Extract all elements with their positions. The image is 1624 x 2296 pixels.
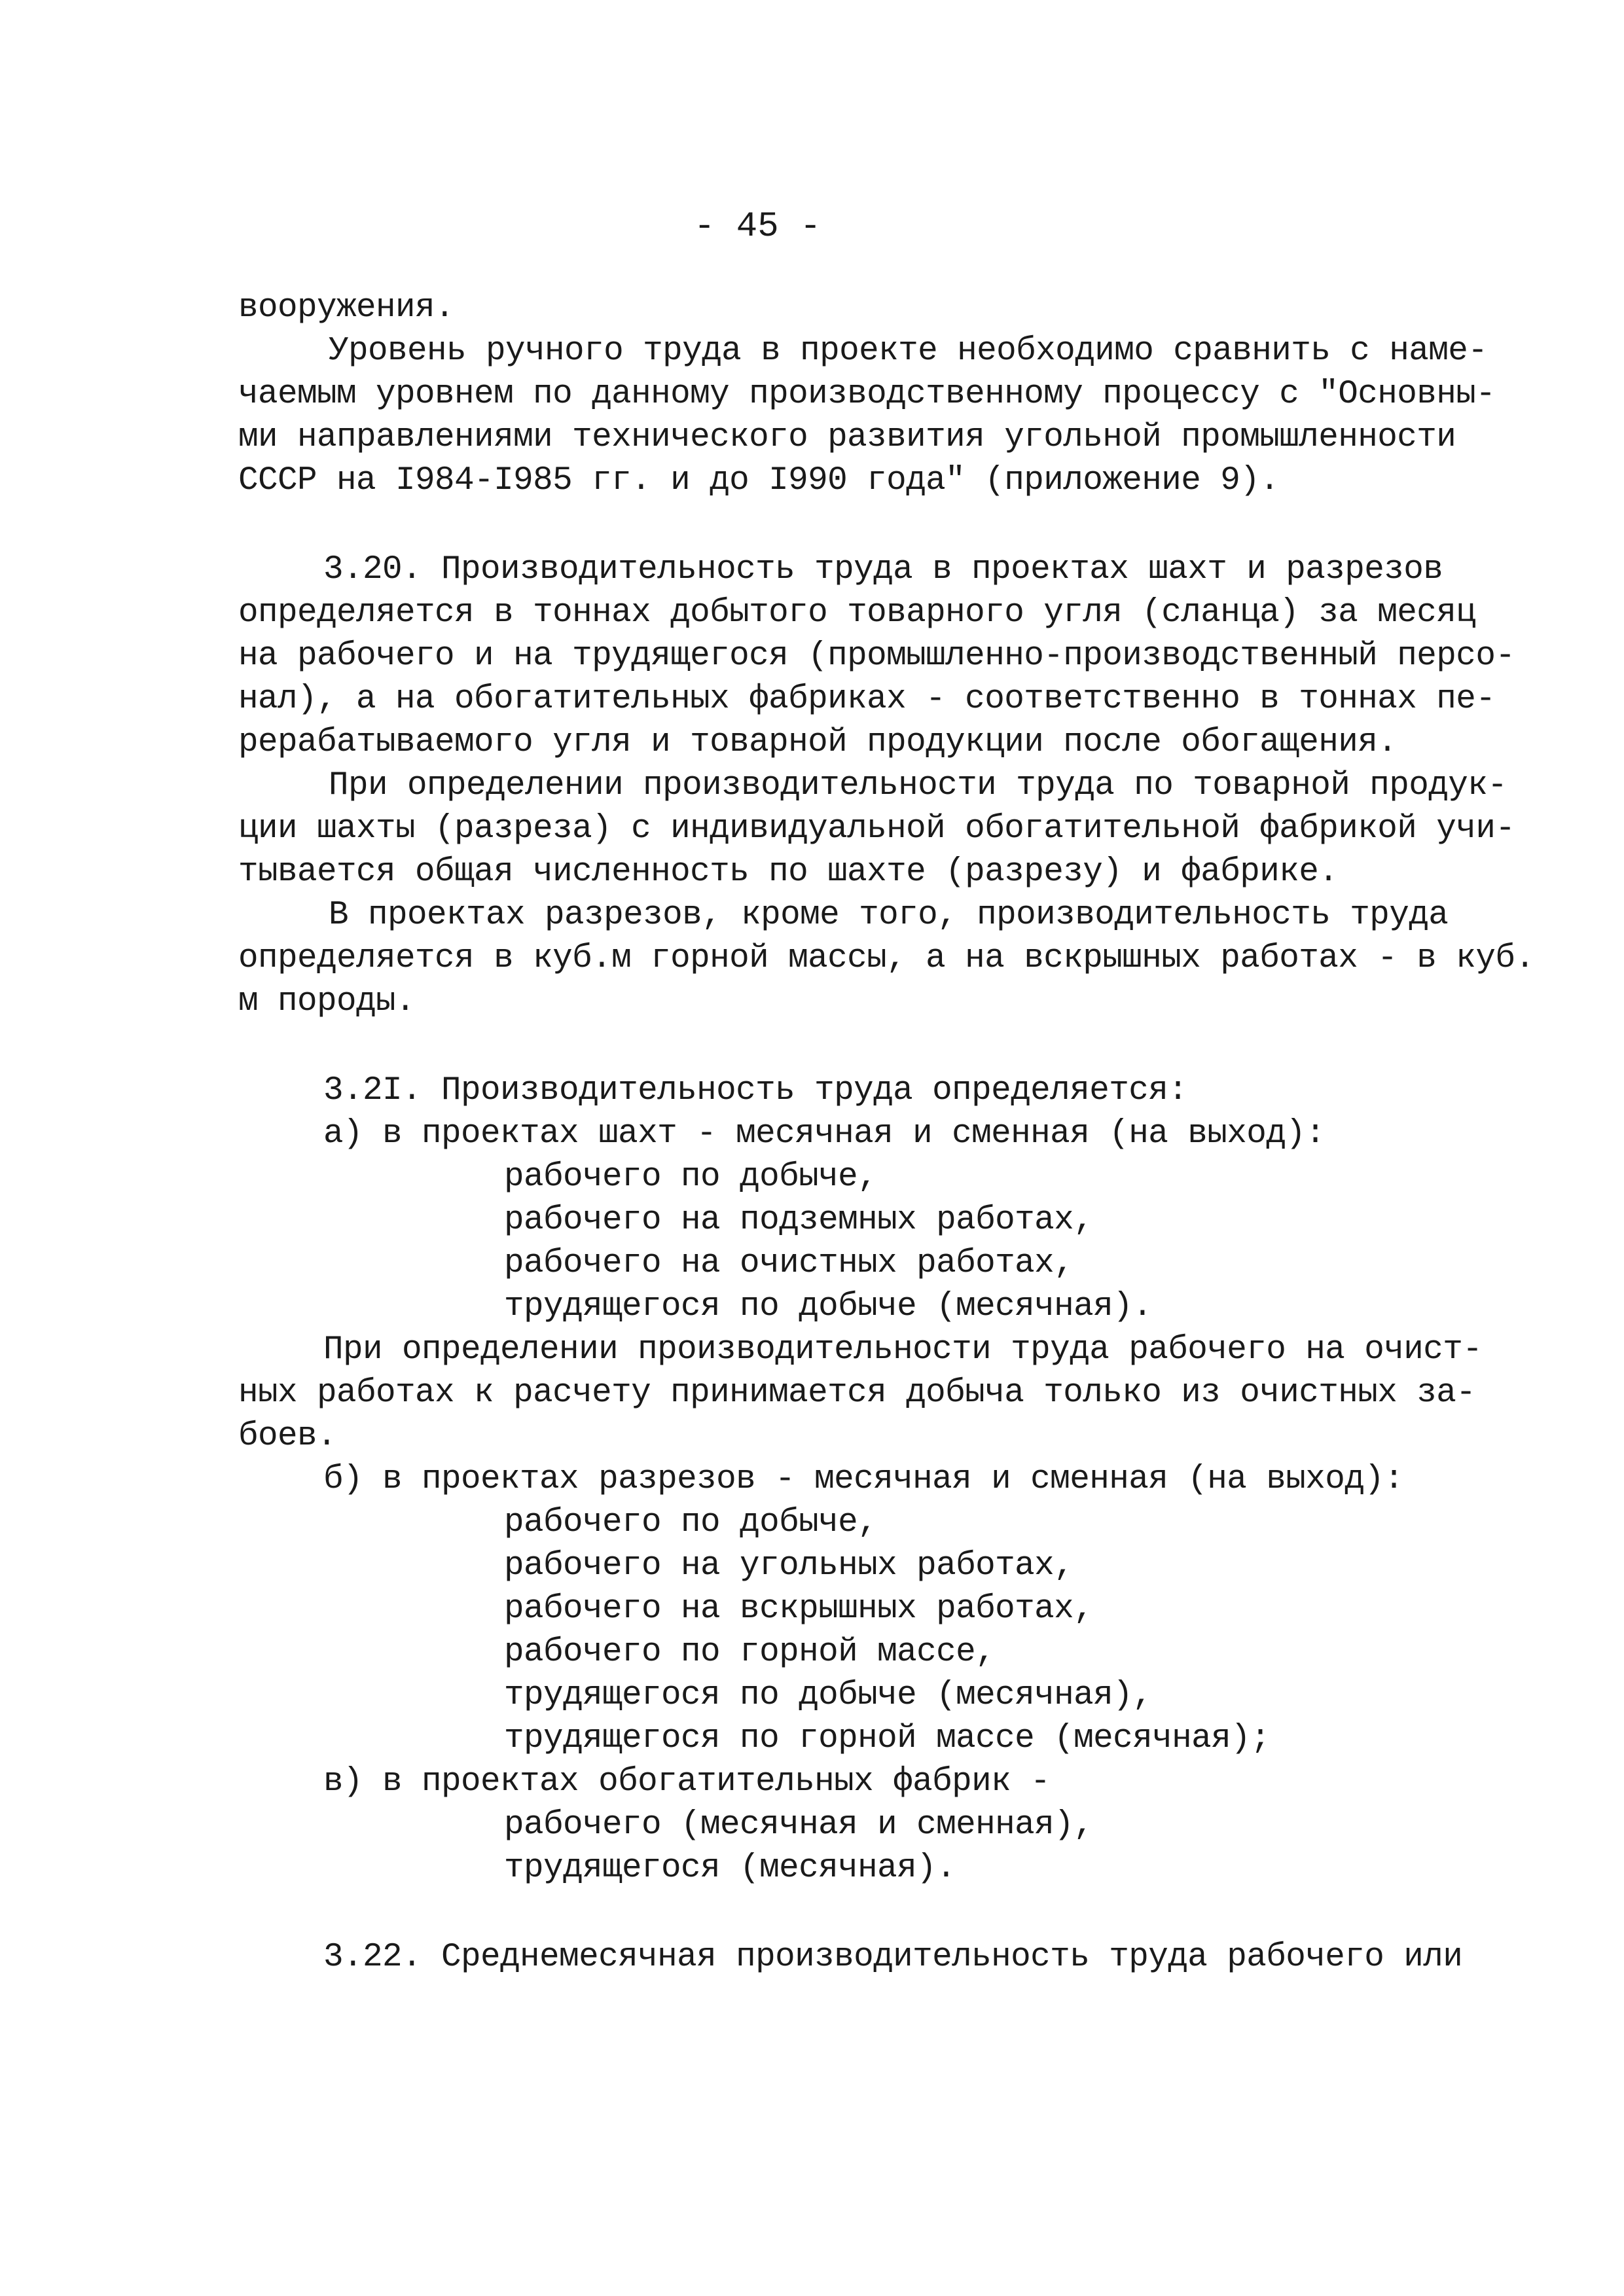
text-line: ми направлениями технического развития угольной промышленности <box>238 419 1456 456</box>
text-line: тывается общая численность по шахте (разрезу) и фабрике. <box>238 853 1339 891</box>
text-line: определяется в тоннах добытого товарного угля (сланца) за месяц <box>238 594 1476 632</box>
text-line: В проектах разрезов, кроме того, производительность труда <box>329 897 1449 934</box>
list-sub-item: рабочего по добыче, <box>504 1504 878 1541</box>
list-sub-item: трудящегося по горной массе (месячная); <box>504 1720 1271 1757</box>
text-line: на рабочего и на трудящегося (промышленно-производственный персо- <box>238 637 1515 675</box>
list-sub-item: рабочего на очистных работах, <box>504 1245 1074 1282</box>
list-item-c: в) в проектах обогатительных фабрик - <box>323 1763 1051 1801</box>
text-line: боев. <box>238 1418 337 1455</box>
section-heading-3-20: 3.20. Производительность труда в проектах шахт и разрезов <box>323 551 1443 588</box>
text-line: Уровень ручного труда в проекте необходимо сравнить с наме- <box>329 332 1488 370</box>
list-item-a: а) в проектах шахт - месячная и сменная (на выход): <box>323 1115 1326 1153</box>
text-line: вооружения. <box>238 289 455 327</box>
section-heading-3-22: 3.22. Среднемесячная производительность труда рабочего или <box>323 1939 1463 1976</box>
text-line: чаемым уровнем по данному производственному процессу с "Основны- <box>238 376 1496 413</box>
section-heading-3-21: 3.2I. Производительность труда определяется: <box>323 1072 1188 1109</box>
text-line: При определении производительности труда по товарной продук- <box>329 767 1507 804</box>
list-sub-item: трудящегося по добыче (месячная), <box>504 1677 1153 1714</box>
text-line: ных работах к расчету принимается добыча только из очистных за- <box>238 1374 1476 1412</box>
text-line: При определении производительности труда рабочего на очист- <box>323 1331 1483 1369</box>
list-sub-item: рабочего (месячная и сменная), <box>504 1806 1094 1844</box>
list-item-b: б) в проектах разрезов - месячная и сменная (на выход): <box>323 1461 1404 1498</box>
text-line: рерабатываемого угля и товарной продукции после обогащения. <box>238 724 1398 761</box>
list-sub-item: рабочего по добыче, <box>504 1158 878 1196</box>
list-sub-item: трудящегося (месячная). <box>504 1850 956 1887</box>
list-sub-item: рабочего на вскрышных работах, <box>504 1590 1094 1628</box>
list-sub-item: рабочего на угольных работах, <box>504 1547 1074 1585</box>
text-line: определяется в куб.м горной массы, а на вскрышных работах - в куб. <box>238 940 1535 977</box>
list-sub-item: рабочего по горной массе, <box>504 1634 996 1671</box>
text-line: нал), а на обогатительных фабриках - соответственно в тоннах пе- <box>238 681 1496 718</box>
list-sub-item: рабочего на подземных работах, <box>504 1202 1094 1239</box>
page-number: - 45 - <box>694 207 821 247</box>
list-sub-item: трудящегося по добыче (месячная). <box>504 1288 1153 1325</box>
text-line: СССР на I984-I985 гг. и до I990 года" (приложение 9). <box>238 462 1280 499</box>
text-line: м породы. <box>238 983 416 1020</box>
text-line: ции шахты (разреза) с индивидуальной обогатительной фабрикой учи- <box>238 810 1515 848</box>
